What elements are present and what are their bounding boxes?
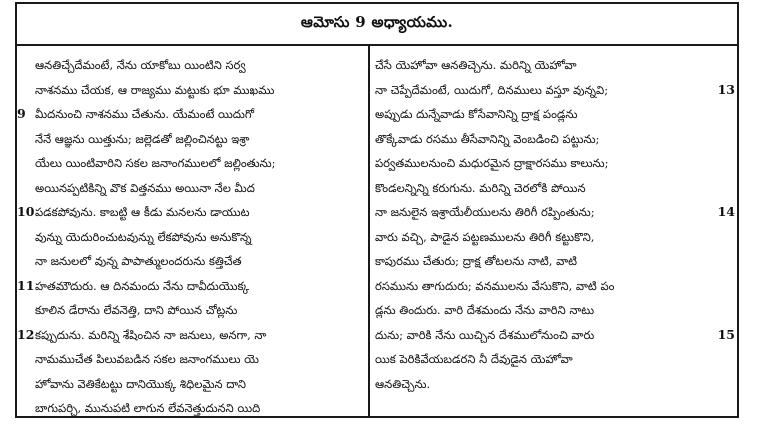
right-text-line bbox=[375, 298, 735, 323]
right-text-line bbox=[375, 323, 735, 348]
left-text-line bbox=[17, 323, 363, 348]
left-text-line bbox=[23, 225, 363, 250]
verse-number: 15 bbox=[717, 326, 735, 342]
left-text-line bbox=[23, 53, 363, 78]
left-text-line bbox=[23, 372, 363, 397]
line-text: తొక్కేవాడు రసము తీసేవానిన్ని వెంబడించి పట్టును; bbox=[375, 131, 600, 146]
right-text-line bbox=[375, 249, 735, 274]
right-text-line bbox=[375, 200, 735, 225]
page-frame bbox=[15, 2, 739, 418]
line-text: నేనే ఆజ్ఞను యిత్తును; జల్లెడతో జల్లించినట్టు ఇశ్రా bbox=[35, 131, 250, 146]
line-text: వున్ను యెదురించుటవున్ను లేకపోవును అనుకొన్న bbox=[35, 229, 252, 244]
line-text: నాశనము చేయక, ఆ రాజ్యము మట్టుకు భూ ముఖము bbox=[35, 82, 275, 97]
line-text: కూలిన డేరాను లేవనెత్తి, దాని పోయిన చోట్లను bbox=[35, 303, 238, 317]
line-text: అప్పుడు దున్నేవాడు కోసేవానిన్ని ద్రాక్ష పండ్లను bbox=[375, 107, 578, 121]
line-text: హోవాను వెతికేటట్టు దానియొక్క శిధిలమైన దాని bbox=[35, 376, 246, 391]
left-text-line bbox=[23, 176, 363, 201]
right-column bbox=[375, 53, 735, 415]
right-text-line bbox=[375, 176, 735, 201]
right-text-line bbox=[375, 78, 735, 103]
right-text-line bbox=[375, 53, 735, 78]
left-text-line bbox=[23, 78, 363, 103]
line-text: కప్పుదును. మరిన్ని శేషించిన నా జనులు, అనగా, నా bbox=[35, 327, 267, 342]
line-text: ఆనతిచ్చెను. bbox=[375, 376, 431, 391]
line-text: హతమౌదురు. ఆ దినమందు నేను దావీదుయొక్క bbox=[35, 278, 250, 293]
line-text: నా జనులలో వున్న పాపాత్ములందరును కత్తిచేత bbox=[35, 254, 242, 268]
line-text: దును; వారికి నేను యిచ్చిన దేశములోనుంచి వారు bbox=[375, 327, 595, 342]
column-divider bbox=[368, 46, 370, 418]
line-text: నా చెప్పేదేమంటే, యిదుగో, దినములు వస్తూ వున్నవి; bbox=[375, 82, 609, 97]
left-text-line bbox=[17, 200, 363, 225]
line-text: యిక పెరికివేయబడరని నీ దేవుడైన యెహోవా bbox=[375, 352, 573, 366]
verse-number: 13 bbox=[717, 81, 735, 97]
left-text-line bbox=[23, 396, 363, 421]
verse-number: 10 bbox=[17, 204, 35, 219]
right-text-line bbox=[375, 127, 735, 152]
right-text-line bbox=[375, 151, 735, 176]
line-text: బాగుపర్చి, మునుపటి లాగున లేవనెత్తుదునని యిది bbox=[35, 401, 261, 415]
left-text-line bbox=[23, 127, 363, 152]
left-text-line bbox=[17, 102, 363, 127]
line-text: కొండలన్నిన్ని కరుగును. మరిన్ని చెరలోకి పోయిన bbox=[375, 180, 586, 195]
right-text-line bbox=[375, 102, 735, 127]
right-text-line bbox=[375, 372, 735, 397]
line-text: ఆనతిచ్చేదేమంటే, నేను యాకోబు యింటిని సర్వ bbox=[35, 58, 246, 72]
line-text: చేసే యెహోవా ఆనతిచ్చెను. మరిన్ని యెహోవా bbox=[375, 58, 577, 72]
chapter-title: ఆమోసు 9 అధ్యాయము. bbox=[300, 13, 454, 31]
line-text: నా జనులైన ఇశ్రాయేలీయులను తిరిగీ రప్పింతును; bbox=[375, 205, 595, 219]
line-text: పడకపోవును. కాబట్టి ఆ కీడు మనలను డాయుట bbox=[35, 205, 250, 219]
left-text-line bbox=[17, 274, 363, 299]
line-text: యేలు యింటివారిని సకల జనాంగములలో జల్లింతును; bbox=[35, 156, 276, 170]
chapter-header bbox=[17, 4, 737, 46]
verse-number: 11 bbox=[17, 277, 35, 293]
left-text-line bbox=[23, 249, 363, 274]
left-column bbox=[17, 53, 363, 415]
line-text: వారు వచ్చి, పాడైన పట్టణములను తిరిగీ కట్టుకొని, bbox=[375, 229, 595, 244]
line-text: అయినప్పటికిన్ని వొక విత్తనము అయినా నేల మీద bbox=[35, 180, 255, 195]
verse-number: 12 bbox=[17, 326, 35, 342]
left-text-line bbox=[23, 151, 363, 176]
verse-number: 9 bbox=[17, 106, 26, 121]
line-text: రసమును తాగుదురు; వనములను వేసుకొని, వాటి పం bbox=[375, 278, 615, 293]
right-text-line bbox=[375, 274, 735, 299]
right-text-line bbox=[375, 225, 735, 250]
line-text: నామముచేత పిలువబడిన సకల జనాంగములు యె bbox=[35, 352, 259, 366]
left-text-line bbox=[23, 347, 363, 372]
line-text: డ్లను తిందురు. వారి దేశమందు నేను వారిని నాటు bbox=[375, 303, 595, 317]
left-text-line bbox=[23, 298, 363, 323]
line-text: కాపురము చేతురు; ద్రాక్ష తోటలను నాటి, వాటి bbox=[375, 254, 577, 268]
right-text-line bbox=[375, 347, 735, 372]
verse-number: 14 bbox=[717, 204, 735, 219]
line-text: పర్వతములనుంచి మధురమైన ద్రాక్షారసము కాలును; bbox=[375, 156, 609, 170]
line-text: మీదనుంచి నాశనము చేతును. యేమంటే యిదుగో bbox=[35, 107, 255, 121]
